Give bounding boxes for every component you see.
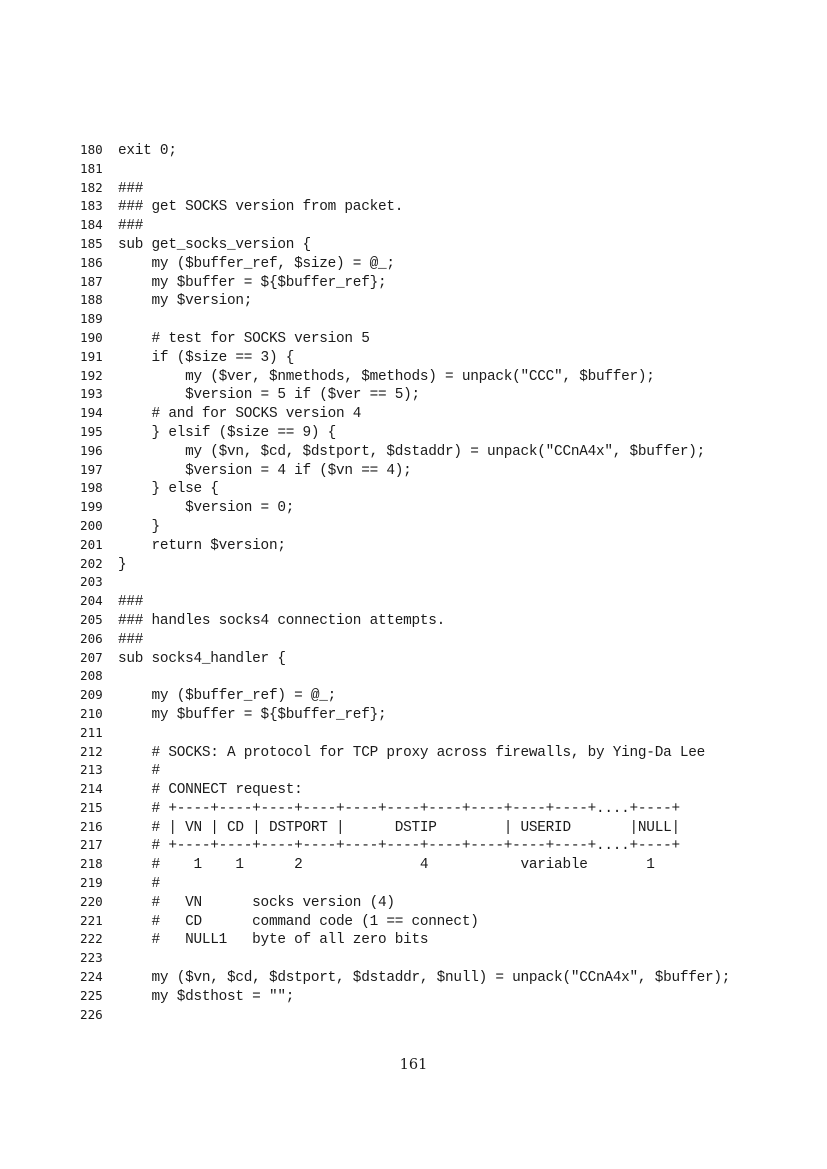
code-line	[80, 874, 780, 893]
code-text: # and for SOCKS version 4	[118, 406, 362, 423]
line-number: 209	[80, 687, 103, 703]
line-number: 222	[80, 931, 103, 947]
code-line	[80, 649, 780, 668]
code-line	[80, 667, 780, 686]
code-line	[80, 179, 780, 198]
code-line	[80, 216, 780, 235]
line-number: 184	[80, 217, 103, 233]
line-number: 188	[80, 292, 103, 308]
line-number: 208	[80, 668, 103, 684]
line-number: 223	[80, 950, 103, 966]
code-line	[80, 930, 780, 949]
line-number: 210	[80, 705, 103, 721]
code-text: #	[118, 876, 160, 893]
code-line	[80, 385, 780, 404]
code-text: ###	[118, 180, 144, 197]
code-text: ### handles socks4 connection attempts.	[118, 612, 446, 629]
line-number: 186	[80, 254, 103, 270]
code-text: # +----+----+----+----+----+----+----+----+----+----+....+----+	[118, 800, 680, 817]
line-number: 221	[80, 912, 103, 928]
code-text: sub get_socks_version {	[118, 236, 311, 253]
code-text: # SOCKS: A protocol for TCP proxy across firewalls, by Ying-Da Lee	[118, 744, 706, 761]
code-text: # VN socks version (4)	[118, 894, 395, 911]
line-number: 195	[80, 423, 103, 439]
line-number: 191	[80, 348, 103, 364]
code-line	[80, 291, 780, 310]
code-line	[80, 893, 780, 912]
code-line	[80, 498, 780, 517]
line-number: 196	[80, 442, 103, 458]
line-number: 224	[80, 969, 103, 985]
code-line	[80, 780, 780, 799]
code-line	[80, 254, 780, 273]
line-number: 185	[80, 235, 103, 251]
line-number: 214	[80, 781, 103, 797]
code-line	[80, 724, 780, 743]
line-number: 213	[80, 762, 103, 778]
line-number: 199	[80, 499, 103, 515]
line-number: 212	[80, 743, 103, 759]
line-number: 201	[80, 536, 103, 552]
code-line	[80, 160, 780, 179]
code-line	[80, 705, 780, 724]
line-number: 181	[80, 160, 103, 176]
code-text: # CD command code (1 == connect)	[118, 913, 479, 930]
code-line	[80, 611, 780, 630]
line-number: 211	[80, 724, 103, 740]
line-number: 182	[80, 179, 103, 195]
code-line	[80, 799, 780, 818]
code-text: my ($buffer_ref, $size) = @_;	[118, 255, 395, 272]
code-text: my ($ver, $nmethods, $methods) = unpack("CCC", $buffer);	[118, 368, 655, 385]
line-number: 187	[80, 273, 103, 289]
code-text: ###	[118, 218, 144, 235]
code-text: ### get SOCKS version from packet.	[118, 199, 404, 216]
code-text: my $buffer = ${$buffer_ref};	[118, 274, 387, 291]
code-line	[80, 348, 780, 367]
code-line	[80, 743, 780, 762]
code-text: # | VN | CD | DSTPORT | DSTIP | USERID |NULL|	[118, 819, 680, 836]
line-number: 215	[80, 799, 103, 815]
code-text: $version = 0;	[118, 500, 295, 517]
code-text: ###	[118, 631, 144, 648]
line-number: 190	[80, 329, 103, 345]
code-line	[80, 1006, 780, 1025]
line-number: 225	[80, 987, 103, 1003]
code-line	[80, 141, 780, 160]
code-text: # test for SOCKS version 5	[118, 330, 370, 347]
code-line	[80, 235, 780, 254]
code-line	[80, 855, 780, 874]
code-line	[80, 479, 780, 498]
code-listing	[80, 141, 780, 1024]
code-text: my $buffer = ${$buffer_ref};	[118, 706, 387, 723]
code-line	[80, 423, 780, 442]
code-text: exit 0;	[118, 143, 177, 159]
line-number: 205	[80, 611, 103, 627]
code-line	[80, 987, 780, 1006]
code-line	[80, 536, 780, 555]
line-number: 216	[80, 818, 103, 834]
code-text: } elsif ($size == 9) {	[118, 424, 337, 441]
code-text: # +----+----+----+----+----+----+----+----+----+----+....+----+	[118, 838, 680, 855]
line-number: 218	[80, 856, 103, 872]
code-line	[80, 461, 780, 480]
code-line	[80, 573, 780, 592]
code-text: my ($vn, $cd, $dstport, $dstaddr) = unpack("CCnA4x", $buffer);	[118, 443, 706, 460]
code-line	[80, 273, 780, 292]
code-text: } else {	[118, 481, 219, 498]
line-number: 189	[80, 311, 103, 327]
code-line	[80, 442, 780, 461]
code-line	[80, 197, 780, 216]
code-line	[80, 555, 780, 574]
code-text: # NULL1 byte of all zero bits	[118, 932, 429, 949]
code-text: $version = 5 if ($ver == 5);	[118, 387, 420, 404]
line-number: 197	[80, 461, 103, 477]
line-number: 220	[80, 893, 103, 909]
line-number: 217	[80, 837, 103, 853]
line-number: 200	[80, 517, 103, 533]
line-number: 226	[80, 1006, 103, 1022]
code-text: sub socks4_handler {	[118, 650, 286, 667]
code-text: my ($vn, $cd, $dstport, $dstaddr, $null) = unpack("CCnA4x", $buffer);	[118, 970, 731, 987]
code-text: # 1 1 2 4 variable 1	[118, 857, 655, 874]
code-line	[80, 592, 780, 611]
code-text: $version = 4 if ($vn == 4);	[118, 462, 412, 479]
code-line	[80, 949, 780, 968]
code-text: #	[118, 763, 160, 780]
code-text: my ($buffer_ref) = @_;	[118, 688, 337, 705]
code-text: return $version;	[118, 537, 286, 554]
code-text: }	[118, 518, 160, 535]
line-number: 183	[80, 198, 103, 214]
code-text: # CONNECT request:	[118, 782, 303, 799]
code-line	[80, 761, 780, 780]
code-line	[80, 310, 780, 329]
line-number: 204	[80, 593, 103, 609]
line-number: 192	[80, 367, 103, 383]
code-line	[80, 836, 780, 855]
code-text: if ($size == 3) {	[118, 349, 295, 366]
code-line	[80, 818, 780, 837]
line-number: 198	[80, 480, 103, 496]
page-number: 161	[399, 1057, 428, 1073]
line-number: 207	[80, 649, 103, 665]
code-line	[80, 630, 780, 649]
line-number: 180	[80, 142, 103, 157]
line-number: 203	[80, 574, 103, 590]
code-line	[80, 912, 780, 931]
code-line	[80, 517, 780, 536]
code-text: ###	[118, 594, 144, 611]
code-text: my $version;	[118, 293, 253, 310]
code-line	[80, 367, 780, 386]
code-line	[80, 686, 780, 705]
line-number: 219	[80, 875, 103, 891]
code-text: }	[118, 556, 127, 573]
line-number: 193	[80, 386, 103, 402]
code-text: my $dsthost = "";	[118, 988, 295, 1005]
line-number: 194	[80, 405, 103, 421]
line-number: 202	[80, 555, 103, 571]
code-line	[80, 968, 780, 987]
line-number: 206	[80, 630, 103, 646]
code-line	[80, 404, 780, 423]
code-line	[80, 329, 780, 348]
